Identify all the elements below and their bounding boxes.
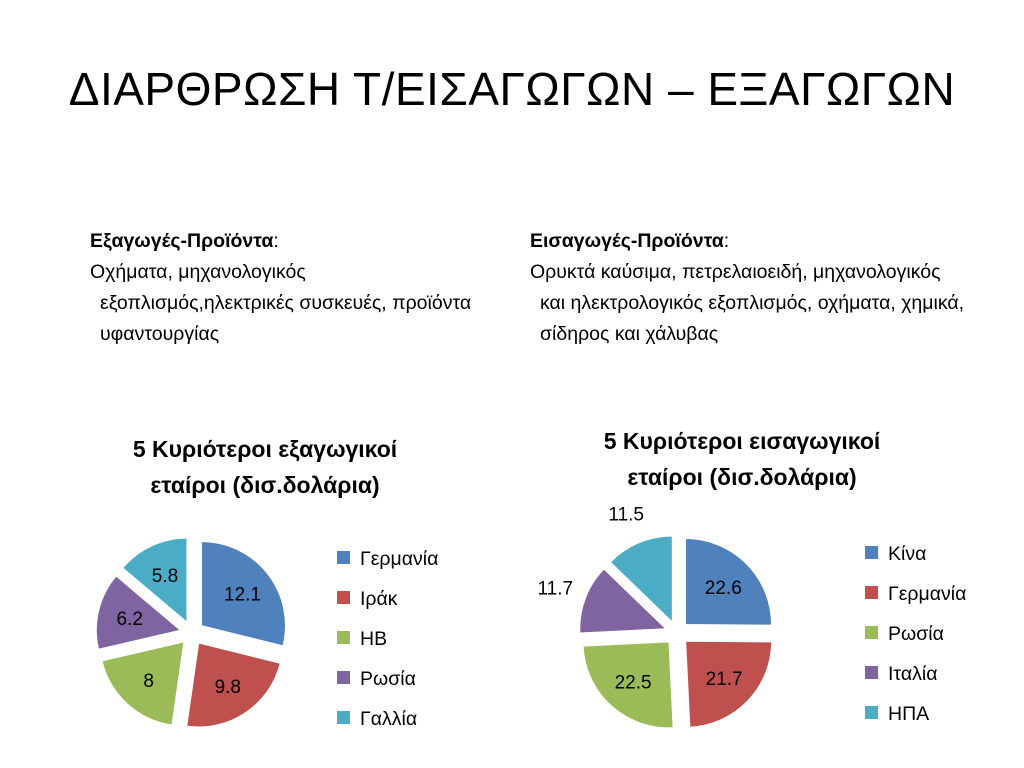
imports-products-block [530, 226, 970, 350]
slice-value-label-0: 12.1 [224, 584, 261, 606]
slice-value-label-1: 21.7 [705, 669, 743, 691]
legend-swatch-3 [337, 671, 350, 684]
imports-pie-chart [512, 415, 1024, 768]
legend-label-4: Γαλλία [360, 708, 418, 730]
legend-swatch-0 [337, 551, 350, 564]
exports-products-block [90, 226, 480, 350]
legend-label-2: Ρωσία [888, 623, 944, 645]
exports-pie-chart [0, 415, 512, 768]
legend-swatch-1 [865, 586, 878, 599]
slice-value-label-2: 22.5 [614, 672, 652, 694]
legend-swatch-3 [865, 666, 878, 679]
legend-label-0: Κίνα [888, 543, 927, 565]
legend-label-3: Ιταλία [888, 663, 938, 685]
legend-label-0: Γερμανία [360, 548, 439, 570]
exports-products-heading-line [90, 226, 480, 257]
slice-value-label-3: 11.7 [537, 578, 574, 600]
exports-products-list: Οχήματα, μηχανολογικός εξοπλισμός,ηλεκτρικές συσκευές, προϊόντα υφαντουργίας [90, 261, 472, 345]
imports-products-heading: Εισαγωγές-Προϊόντα [530, 230, 724, 252]
exports-heading-colon: : [273, 230, 279, 252]
legend-swatch-2 [337, 631, 350, 644]
slice-value-label-2: 8 [143, 671, 154, 693]
imports-chart-title-line-2: εταίροι (δισ.δολάρια) [627, 464, 857, 490]
exports-products-heading: Εξαγωγές-Προϊόντα [90, 230, 274, 252]
legend-label-3: Ρωσία [360, 668, 416, 690]
legend-swatch-1 [337, 591, 350, 604]
imports-products-list: Ορυκτά καύσιμα, πετρελαιοειδή, μηχανολογικός και ηλεκτρολογικός εξοπλισμός, οχήματα, χημικά, σίδηρος και χάλυβας [530, 261, 965, 345]
legend-swatch-2 [865, 626, 878, 639]
slice-value-label-4: 5.8 [151, 565, 179, 587]
legend-label-1: Ιράκ [360, 588, 398, 610]
legend-swatch-4 [337, 711, 350, 724]
legend-swatch-4 [865, 706, 878, 719]
imports-chart-title-line-1: 5 Κυριότεροι εισαγωγικοί [603, 428, 881, 454]
exports-chart-title-line-2: εταίροι (δισ.δολάρια) [150, 472, 380, 498]
slide-title: ΔΙΑΡΘΡΩΣΗ Τ/ΕΙΣΑΓΩΓΩΝ – ΕΞΑΓΩΓΩΝ [68, 63, 956, 115]
slice-value-label-3: 6.2 [116, 609, 143, 630]
imports-products-heading-line [530, 226, 970, 257]
legend-label-4: ΗΠΑ [888, 703, 930, 725]
legend-label-1: Γερμανία [888, 583, 967, 605]
slice-value-label-1: 9.8 [214, 677, 242, 699]
legend-label-2: ΗΒ [360, 628, 388, 650]
imports-heading-colon: : [723, 230, 730, 252]
exports-chart-title-line-1: 5 Κυριότεροι εξαγωγικοί [132, 436, 398, 462]
slice-value-label-4: 11.5 [608, 504, 644, 526]
slice-value-label-0: 22.6 [704, 578, 742, 599]
legend-swatch-0 [865, 546, 878, 559]
